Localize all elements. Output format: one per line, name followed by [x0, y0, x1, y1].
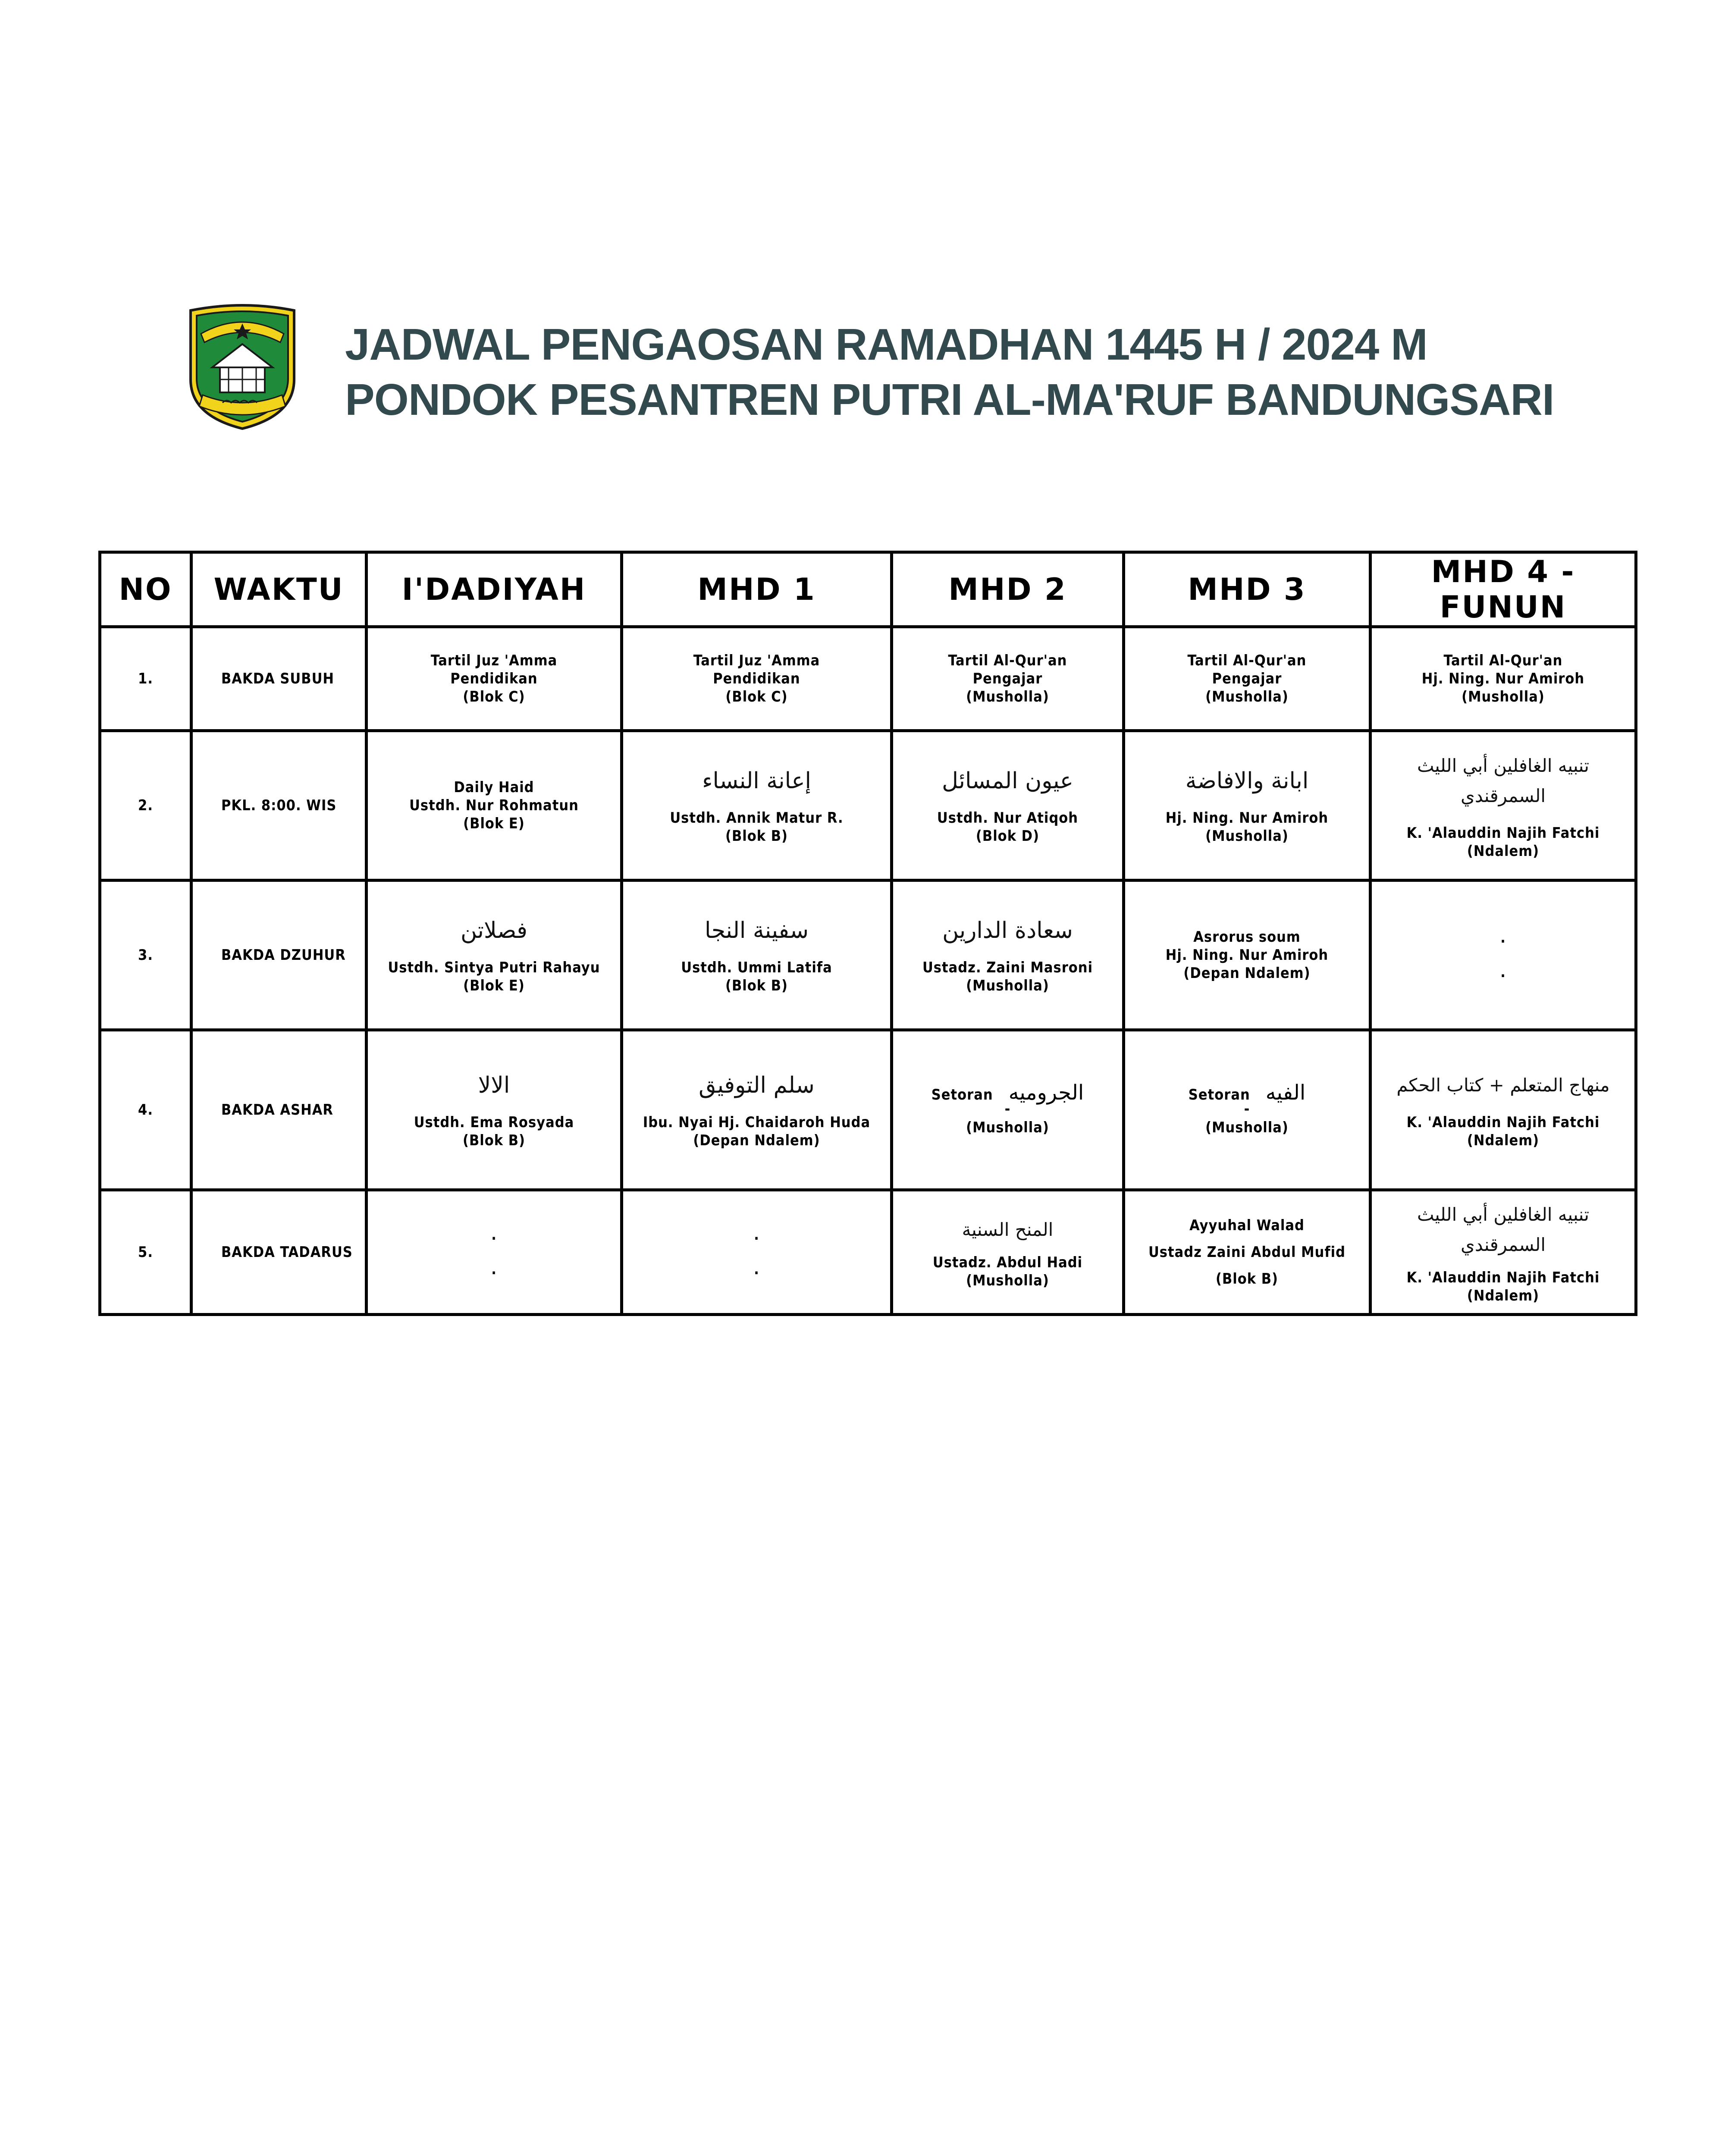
- cell-line: Ustadz Zaini Abdul Mufid: [1148, 1244, 1346, 1261]
- cell-line: (Blok D): [975, 827, 1040, 845]
- arabic-book-title: المنح السنية: [962, 1219, 1054, 1240]
- setoran-label: Setoran: [931, 1086, 993, 1103]
- schedule-cell-mhd2: [892, 1030, 1124, 1190]
- column-header: MHD 4 - FUNUN: [1371, 552, 1636, 627]
- schedule-cell-mhd1: [622, 731, 892, 881]
- pesantren-logo: [186, 303, 298, 430]
- schedule-cell-mhd1: [622, 1190, 892, 1315]
- cell-line: Asrorus soum: [1193, 928, 1301, 946]
- dash-separator: -: [1244, 1100, 1250, 1118]
- document-title: [345, 317, 1554, 427]
- column-header: MHD 3: [1124, 552, 1371, 627]
- empty-dot: .: [491, 1261, 497, 1278]
- cell-line: Tartil Al-Qur'an: [948, 652, 1067, 669]
- schedule-cell-mhd3: [1124, 627, 1371, 731]
- cell-line: Ustadz. Zaini Masroni: [922, 959, 1093, 976]
- table-row: [100, 627, 1636, 731]
- dash-separator: -: [1004, 1100, 1011, 1118]
- cell-line: K. 'Alauddin Najih Fatchi: [1406, 824, 1600, 842]
- column-header: NO: [100, 552, 191, 627]
- schedule-cell-mhd3: [1124, 731, 1371, 881]
- arabic-book-title: تنبيه الغافلين أبي الليث السمرقندي: [1417, 755, 1590, 806]
- time-cell: [191, 881, 367, 1030]
- cell-line: Ustdh. Annik Matur R.: [670, 809, 844, 827]
- time-label: BAKDA SUBUH: [221, 670, 335, 687]
- column-header: WAKTU: [191, 552, 367, 627]
- cell-line: Ustdh. Nur Atiqoh: [937, 809, 1079, 827]
- schedule-cell-idadiyah: [367, 1030, 622, 1190]
- schedule-cell-mhd3: [1124, 1030, 1371, 1190]
- table-row: [100, 881, 1636, 1030]
- schedule-cell-mhd4: [1371, 1030, 1636, 1190]
- cell-line: Ustadz. Abdul Hadi: [932, 1254, 1083, 1271]
- cell-line: (Ndalem): [1467, 1132, 1540, 1149]
- schedule-cell-mhd4: [1371, 1190, 1636, 1315]
- empty-dot: .: [1500, 929, 1506, 946]
- time-cell: [191, 1030, 367, 1190]
- time-label: BAKDA TADARUS: [221, 1244, 353, 1261]
- empty-dot: .: [1500, 964, 1506, 981]
- cell-line: (Musholla): [1205, 1119, 1289, 1136]
- arabic-book-title: سفينة النجا: [704, 918, 809, 943]
- cell-line: (Blok E): [463, 815, 525, 832]
- row-number: 4.: [100, 1030, 191, 1190]
- schedule-cell-mhd1: [622, 627, 892, 731]
- cell-line: Ayyuhal Walad: [1189, 1217, 1305, 1234]
- schedule-cell-mhd2: [892, 627, 1124, 731]
- schedule-cell-idadiyah: [367, 731, 622, 881]
- arabic-book-title: منهاج المتعلم + كتاب الحكم: [1396, 1075, 1610, 1096]
- arabic-book-title: إعانة النساء: [702, 768, 811, 794]
- empty-dot: .: [491, 1226, 497, 1244]
- time-cell: [191, 1190, 367, 1315]
- cell-line: (Musholla): [966, 1272, 1049, 1289]
- cell-line: (Blok C): [463, 688, 525, 705]
- time-cell: [191, 731, 367, 881]
- schedule-table: [98, 551, 1637, 1316]
- cell-line: (Blok B): [725, 977, 788, 994]
- arabic-book-title: الفيه: [1265, 1080, 1306, 1105]
- table-header-row: [100, 552, 1636, 627]
- cell-line: Daily Haid: [454, 779, 534, 796]
- schedule-cell-mhd2: [892, 1190, 1124, 1315]
- schedule-cell-mhd1: [622, 881, 892, 1030]
- cell-line: (Musholla): [966, 1119, 1049, 1136]
- cell-line: Pendidikan: [450, 670, 538, 687]
- cell-line: Hj. Ning. Nur Amiroh: [1165, 946, 1329, 964]
- time-label: BAKDA ASHAR: [221, 1101, 333, 1119]
- cell-line: Tartil Juz 'Amma: [693, 652, 820, 669]
- schedule-cell-idadiyah: [367, 1190, 622, 1315]
- cell-line: Tartil Al-Qur'an: [1187, 652, 1307, 669]
- row-number: 1.: [100, 627, 191, 731]
- column-header: I'DADIYAH: [367, 552, 622, 627]
- cell-line: (Blok E): [463, 977, 525, 994]
- cell-line: (Depan Ndalem): [693, 1132, 820, 1149]
- cell-line: (Ndalem): [1467, 843, 1540, 860]
- cell-line: Ustdh. Ema Rosyada: [414, 1114, 574, 1131]
- cell-line: (Musholla): [1205, 688, 1289, 705]
- arabic-book-title: عيون المسائل: [942, 768, 1073, 794]
- cell-line: Tartil Juz 'Amma: [430, 652, 558, 669]
- schedule-cell-mhd4: [1371, 881, 1636, 1030]
- cell-line: (Blok C): [725, 688, 788, 705]
- cell-line: Hj. Ning. Nur Amiroh: [1421, 670, 1585, 687]
- cell-line: K. 'Alauddin Najih Fatchi: [1406, 1114, 1600, 1131]
- cell-line: Ustdh. Nur Rohmatun: [409, 797, 579, 814]
- column-header: MHD 1: [622, 552, 892, 627]
- time-label: BAKDA DZUHUR: [221, 946, 346, 964]
- cell-line: Ustdh. Sintya Putri Rahayu: [388, 959, 600, 976]
- arabic-book-title: سلم التوفيق: [699, 1072, 815, 1098]
- cell-line: Pengajar: [1212, 670, 1282, 687]
- cell-line: Hj. Ning. Nur Amiroh: [1165, 809, 1329, 827]
- cell-line: (Blok B): [462, 1132, 526, 1149]
- row-number: 2.: [100, 731, 191, 881]
- cell-line: K. 'Alauddin Najih Fatchi: [1406, 1269, 1600, 1286]
- table-row: [100, 731, 1636, 881]
- schedule-cell-idadiyah: [367, 881, 622, 1030]
- time-label: PKL. 8:00. WIS: [221, 797, 337, 814]
- schedule-cell-mhd4: [1371, 627, 1636, 731]
- arabic-book-title: الجروميه: [1008, 1080, 1084, 1105]
- cell-line: (Depan Ndalem): [1183, 965, 1311, 982]
- cell-line: Pengajar: [972, 670, 1043, 687]
- empty-dot: .: [754, 1261, 759, 1278]
- cell-line: (Ndalem): [1467, 1287, 1540, 1304]
- title-line-2: PONDOK PESANTREN PUTRI AL-MA'RUF BANDUNGSARI: [345, 375, 1554, 424]
- cell-line: Tartil Al-Qur'an: [1443, 652, 1563, 669]
- table-row: [100, 1030, 1636, 1190]
- cell-line: (Musholla): [966, 688, 1049, 705]
- arabic-book-title: ابانة والافاضة: [1185, 768, 1309, 794]
- arabic-book-title: فصلاتن: [460, 918, 528, 943]
- cell-line: (Musholla): [1205, 827, 1289, 845]
- schedule-cell-mhd3: [1124, 1190, 1371, 1315]
- arabic-book-title: سعادة الدارين: [942, 918, 1073, 943]
- cell-line: (Blok B): [725, 827, 788, 845]
- logo-emblem-icon: [186, 303, 298, 430]
- schedule-cell-mhd2: [892, 731, 1124, 881]
- cell-line: Ustdh. Ummi Latifa: [681, 959, 832, 976]
- time-cell: [191, 627, 367, 731]
- row-number: 5.: [100, 1190, 191, 1315]
- cell-line: (Musholla): [1462, 688, 1545, 705]
- arabic-book-title: تنبيه الغافلين أبي الليث السمرقندي: [1417, 1204, 1590, 1255]
- cell-line: Ibu. Nyai Hj. Chaidaroh Huda: [643, 1114, 871, 1131]
- schedule-cell-mhd3: [1124, 881, 1371, 1030]
- cell-line: (Blok B): [1215, 1270, 1279, 1288]
- empty-dot: .: [754, 1226, 759, 1244]
- cell-line: (Musholla): [966, 977, 1049, 994]
- schedule-cell-mhd1: [622, 1030, 892, 1190]
- column-header: MHD 2: [892, 552, 1124, 627]
- table-row: [100, 1190, 1636, 1315]
- row-number: 3.: [100, 881, 191, 1030]
- arabic-book-title: الالا: [478, 1072, 510, 1098]
- schedule-cell-mhd2: [892, 881, 1124, 1030]
- cell-line: Pendidikan: [713, 670, 800, 687]
- schedule-cell-idadiyah: [367, 627, 622, 731]
- schedule-cell-mhd4: [1371, 731, 1636, 881]
- title-line-1: JADWAL PENGAOSAN RAMADHAN 1445 H / 2024 M: [345, 320, 1427, 369]
- setoran-label: Setoran: [1188, 1086, 1250, 1103]
